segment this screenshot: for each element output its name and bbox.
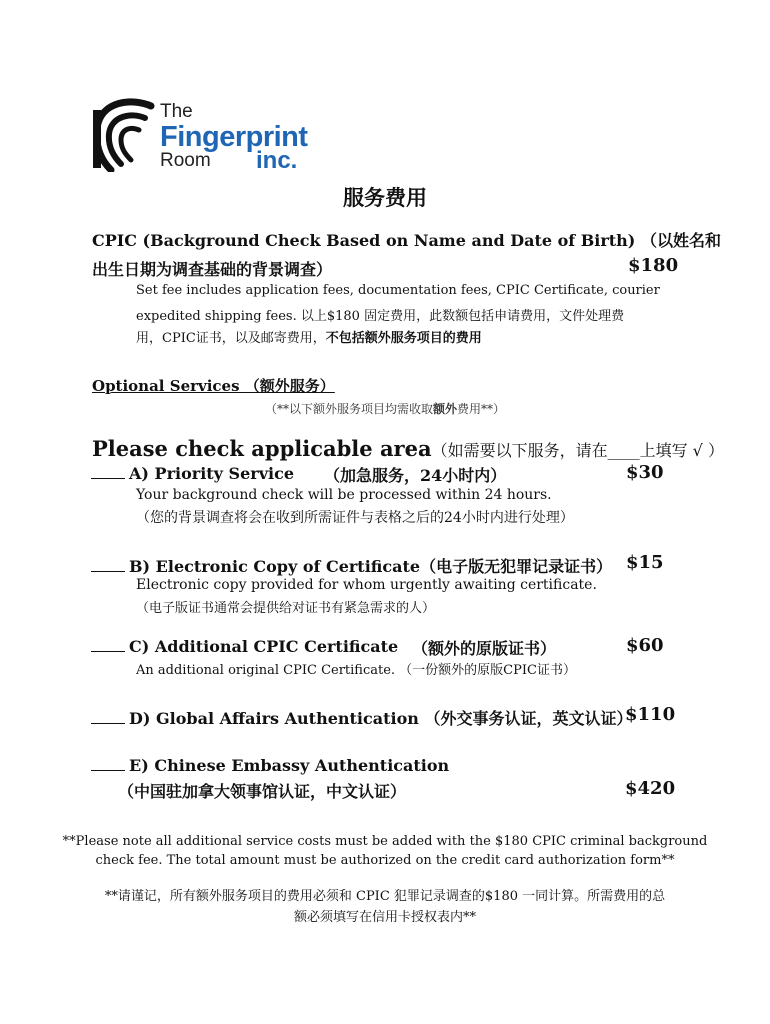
service-c-desc1: An additional original CPIC Certificate. （一份额外的原版CPIC证书） bbox=[136, 663, 576, 678]
footer-cn-line1: **请谨记，所有额外服务项目的费用必须和 CPIC 犯罪记录调查的$180 一同计算。所需费用的总 bbox=[104, 889, 666, 904]
footer-cn-line2: 额必须填写在信用卡授权表内** bbox=[293, 910, 476, 925]
optional-note-b: 额外 bbox=[432, 402, 457, 416]
service-a-desc1: Your background check will be processed within 24 hours. bbox=[136, 487, 552, 503]
cpic-desc-line3-b: 不包括额外服务项目的费用 bbox=[325, 331, 482, 346]
footer-en-line1: **Please note all additional service costs must be added with the $180 CPIC criminal background bbox=[62, 834, 708, 849]
logo-inc: inc. bbox=[256, 147, 298, 174]
check-heading: Please check applicable area bbox=[92, 436, 432, 461]
service-c-row bbox=[91, 637, 398, 656]
check-heading-row bbox=[92, 436, 724, 461]
service-b-desc2: （电子版证书通常会提供给对证书有紧急需求的人） bbox=[136, 601, 436, 616]
service-b-label: B) Electronic Copy of Certificate（电子版无犯罪记录证书） bbox=[129, 557, 613, 576]
service-e-checkbox-blank[interactable] bbox=[91, 756, 125, 771]
service-a-label-cn: （加急服务，24小时内） bbox=[324, 466, 507, 485]
cpic-desc-line3 bbox=[136, 327, 482, 346]
service-d-price: $110 bbox=[625, 704, 676, 725]
service-d-row bbox=[91, 706, 632, 729]
service-b-price: $15 bbox=[626, 552, 664, 573]
service-b-checkbox-blank[interactable] bbox=[91, 557, 125, 572]
footer-en-line2: check fee. The total amount must be authorized on the credit card authorization form** bbox=[95, 853, 675, 868]
service-a-checkbox-blank[interactable] bbox=[91, 464, 125, 479]
logo-the: The bbox=[160, 101, 193, 122]
service-e-price: $420 bbox=[625, 778, 676, 799]
cpic-desc-line3-a: 用，CPIC证书，以及邮寄费用， bbox=[136, 331, 326, 346]
service-a-price: $30 bbox=[626, 462, 664, 483]
service-e-row bbox=[91, 756, 449, 775]
optional-note-a: （**以下额外服务项目均需收取 bbox=[264, 402, 433, 416]
optional-note-c: 费用**） bbox=[457, 402, 506, 416]
service-b-desc1: Electronic copy provided for whom urgently awaiting certificate. bbox=[136, 577, 597, 593]
service-c-label: C) Additional CPIC Certificate bbox=[129, 637, 399, 656]
check-heading-cn: （如需要以下服务，请在____上填写 √ ） bbox=[431, 441, 724, 460]
service-b-row bbox=[91, 554, 612, 577]
service-d-checkbox-blank[interactable] bbox=[91, 709, 125, 724]
page-title: 服务费用 bbox=[343, 185, 427, 210]
cpic-desc-line1: Set fee includes application fees, documentation fees, CPIC Certificate, courier bbox=[136, 283, 660, 298]
service-c-price: $60 bbox=[626, 635, 664, 656]
service-a-label: A) Priority Service bbox=[129, 464, 294, 483]
cpic-heading-line2: 出生日期为调查基础的背景调查） bbox=[92, 260, 333, 279]
optional-note bbox=[0, 400, 770, 417]
cpic-desc-line2: expedited shipping fees. 以上$180 固定费用，此数额包括申请费用，文件处理费 bbox=[136, 309, 625, 324]
service-a-desc2: （您的背景调查将会在收到所需证件与表格之后的24小时内进行处理） bbox=[136, 510, 574, 526]
logo-room: Room bbox=[160, 150, 211, 171]
service-e-label-cn: （中国驻加拿大领事馆认证，中文认证） bbox=[118, 782, 407, 801]
cpic-price: $180 bbox=[628, 255, 679, 276]
cpic-heading-line1: CPIC (Background Check Based on Name and Date of Birth) （以姓名和 bbox=[92, 231, 721, 250]
service-d-label: D) Global Affairs Authentication （外交事务认证，英文认证） bbox=[129, 709, 633, 728]
service-a-row bbox=[91, 464, 294, 483]
service-c-checkbox-blank[interactable] bbox=[91, 637, 125, 652]
service-c-label-cn: （额外的原版证书） bbox=[412, 639, 557, 658]
service-e-label: E) Chinese Embassy Authentication bbox=[129, 756, 450, 775]
optional-heading: Optional Services （额外服务） bbox=[92, 377, 335, 395]
logo-fingerprint: Fingerprint bbox=[160, 121, 308, 153]
